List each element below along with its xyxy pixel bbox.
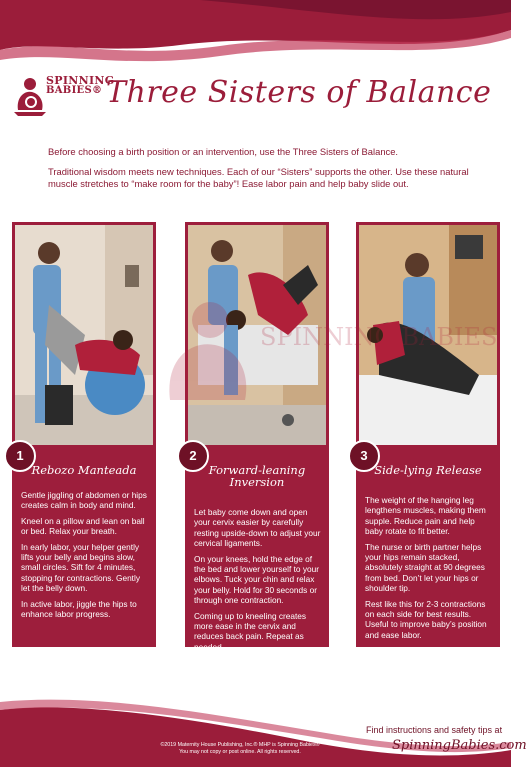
panel-3-paragraph: The weight of the hanging leg lengthens muscles, making them supple. Reduce pain and help baby rotate to fit better. — [365, 495, 486, 537]
panel-title-2-line1: Forward-leaning — [208, 463, 306, 477]
panel-title-1: Rebozo Manteada — [31, 463, 137, 477]
panel-2-paragraph: On your knees, hold the edge of the bed and lower yourself to your elbows. Tuck your chin and relax your belly. Hold for 30 seconds or through one contraction. — [194, 553, 319, 606]
copyright-notice — [120, 742, 360, 756]
panel-1-paragraph: In early labor, your helper gently lifts your belly and begins slow, small circles. Sift for 4 minutes, stopping for contractions. Gently let the belly down. — [21, 541, 140, 594]
logo-line2: BABIES® — [46, 85, 103, 96]
panel-forward-leaning-inversion — [185, 222, 329, 652]
rebozo-photo — [15, 225, 153, 445]
panel-1-paragraph: Kneel on a pillow and lean on ball or bed. Relax your breath. — [21, 515, 145, 537]
intro-line-2: Traditional wisdom meets new techniques. Each of our “Sisters” supports the other. Use these natural muscle stretches to “make room for the baby”! Ease labor pain and help baby slide out. — [48, 166, 469, 189]
step-badge-3: 3 — [348, 440, 380, 472]
panel-body-2 — [194, 507, 322, 657]
panel-1-paragraph: Gentle jiggling of abdomen or hips creates calm in body and mind. — [21, 490, 147, 511]
footer-instructions-text: Find instructions and safety tips at — [366, 725, 503, 735]
panel-title-2 — [185, 464, 329, 488]
intro-line-1: Before choosing a birth position or an intervention, use the Three Sisters of Balance. — [48, 146, 399, 157]
logo-line1: SPINNING — [46, 74, 115, 87]
copyright-line-2: You may not copy or post online. All rights reserved. — [179, 749, 301, 755]
panel-3-paragraph: The nurse or birth partner helps your hips remain stacked, absolutely straight at 90 degrees from bed. Don’t let your hips or shoulder tip. — [365, 541, 485, 594]
copyright-line-1: ©2019 Maternity House Publishing, Inc.® MHP is Spinning Babies® — [160, 742, 320, 748]
panel-title-3: Side-lying Release — [374, 463, 482, 477]
panel-3-paragraph: Rest like this for 2-3 contractions on each side for best results. Useful to improve baby’s position and ease labor. — [365, 598, 487, 640]
top-swoosh-decoration — [0, 0, 511, 80]
step-badge-2: 2 — [177, 440, 209, 472]
panel-2-paragraph: Let baby come down and open your cervix easier by carefully resting upside-down to adjust your cervical ligaments. — [194, 507, 321, 549]
footer-website-link[interactable]: SpinningBabies.com — [392, 738, 527, 753]
watermark-logo-icon — [150, 290, 498, 410]
panel-rebozo-manteada — [12, 222, 156, 647]
step-badge-1: 1 — [4, 440, 36, 472]
panel-side-lying-release — [356, 222, 500, 647]
panel-body-1 — [21, 490, 149, 624]
panel-title-2-line2: Inversion — [229, 475, 285, 489]
panel-2-paragraph: Coming up to kneeling creates more ease in the cervix and reduces back pain. Repeat as needed. — [194, 610, 307, 652]
page-title: Three Sisters of Balance — [106, 75, 492, 110]
panel-1-paragraph: In active labor, jiggle the hips to enhance labor progress. — [21, 598, 137, 620]
panel-body-3 — [365, 495, 493, 645]
logo-wordmark — [46, 76, 114, 96]
watermark-text: SPINNING BABIES — [260, 323, 498, 351]
